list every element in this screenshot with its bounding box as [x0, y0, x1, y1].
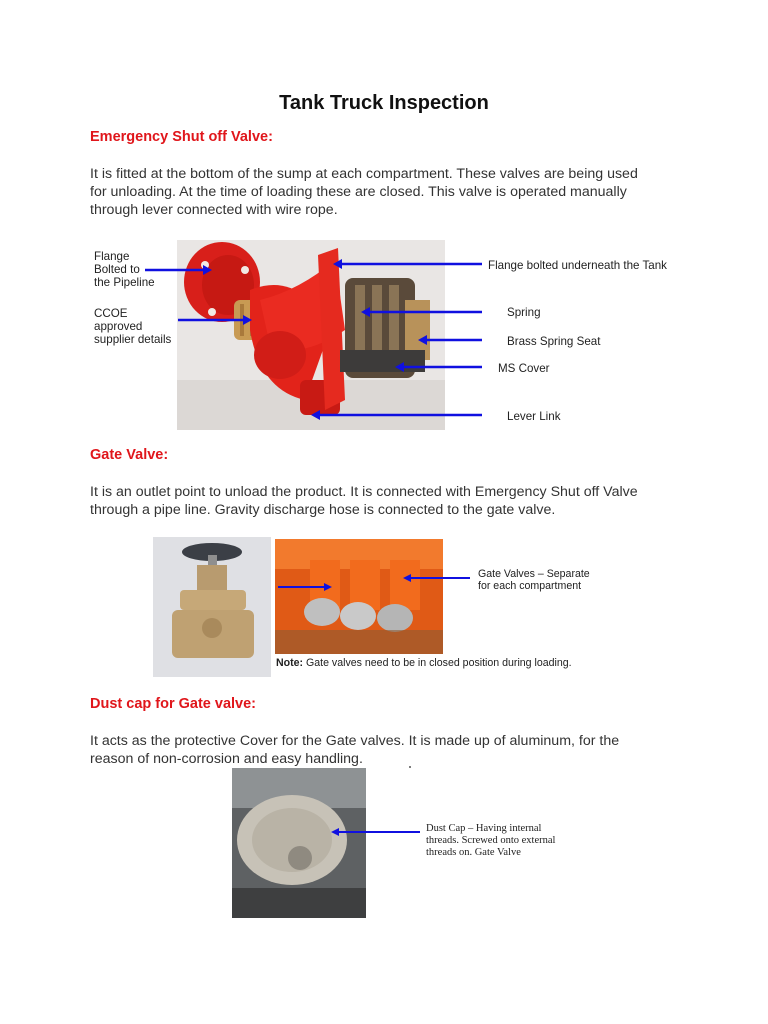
note-text: Gate valves need to be in closed position during loading. — [303, 657, 572, 669]
gate-valves-orange-photo — [275, 539, 443, 654]
label-dust-cap — [426, 823, 555, 859]
label-line: Flange — [94, 250, 130, 263]
note-gate-valves — [276, 657, 572, 669]
label-ccoe — [94, 307, 171, 346]
para-line: reason of non-corrosion and easy handling. — [90, 751, 363, 767]
label-line: threads on. Gate Valve — [426, 847, 521, 858]
label-flange-tank: Flange bolted underneath the Tank — [488, 259, 667, 272]
label-lever-link: Lever Link — [507, 410, 561, 423]
paragraph-gate-valve — [90, 483, 638, 519]
label-line: for each compartment — [478, 580, 582, 592]
para-line: through lever connected with wire rope. — [90, 202, 338, 218]
para-line: through a pipe line. Gravity discharge hose is connected to the gate valve. — [90, 502, 556, 518]
section-heading-emergency-valve: Emergency Shut off Valve: — [90, 129, 273, 145]
label-flange-pipeline — [94, 250, 155, 289]
label-line: Gate Valves – Separate — [478, 568, 590, 580]
dust-cap-photo — [232, 768, 366, 918]
label-brass-spring-seat: Brass Spring Seat — [507, 335, 601, 348]
label-ms-cover: MS Cover — [498, 362, 550, 375]
label-line: the Pipeline — [94, 276, 155, 289]
para-line: It is an outlet point to unload the product. It is connected with Emergency Shut off Valve — [90, 484, 638, 500]
gate-valve-photo — [153, 537, 271, 677]
para-line: It acts as the protective Cover for the Gate valves. It is made up of aluminum, for the — [90, 733, 620, 749]
section-heading-dust-cap: Dust cap for Gate valve: — [90, 696, 256, 712]
label-line: Dust Cap – Having internal — [426, 823, 542, 834]
label-line: supplier details — [94, 333, 172, 346]
emergency-valve-photo — [177, 240, 445, 430]
label-line: approved — [94, 320, 143, 333]
label-line: CCOE — [94, 307, 128, 320]
para-line: for unloading. At the time of loading these are closed. This valve is operated manually — [90, 184, 627, 200]
annotation-arrows-gate — [278, 578, 470, 587]
section-heading-gate-valve: Gate Valve: — [90, 447, 169, 463]
para-line: It is fitted at the bottom of the sump at each compartment. These valves are being used — [90, 166, 638, 182]
page-title: Tank Truck Inspection — [279, 92, 489, 114]
paragraph-emergency-valve — [90, 165, 638, 219]
label-line: threads. Screwed onto external — [426, 835, 556, 846]
paragraph-dust-cap — [90, 732, 619, 768]
annotation-arrows-emergency — [145, 264, 482, 415]
note-label: Note: — [276, 657, 304, 669]
label-line: Bolted to — [94, 263, 140, 276]
label-spring: Spring — [507, 306, 541, 319]
label-gate-valves — [478, 568, 590, 592]
